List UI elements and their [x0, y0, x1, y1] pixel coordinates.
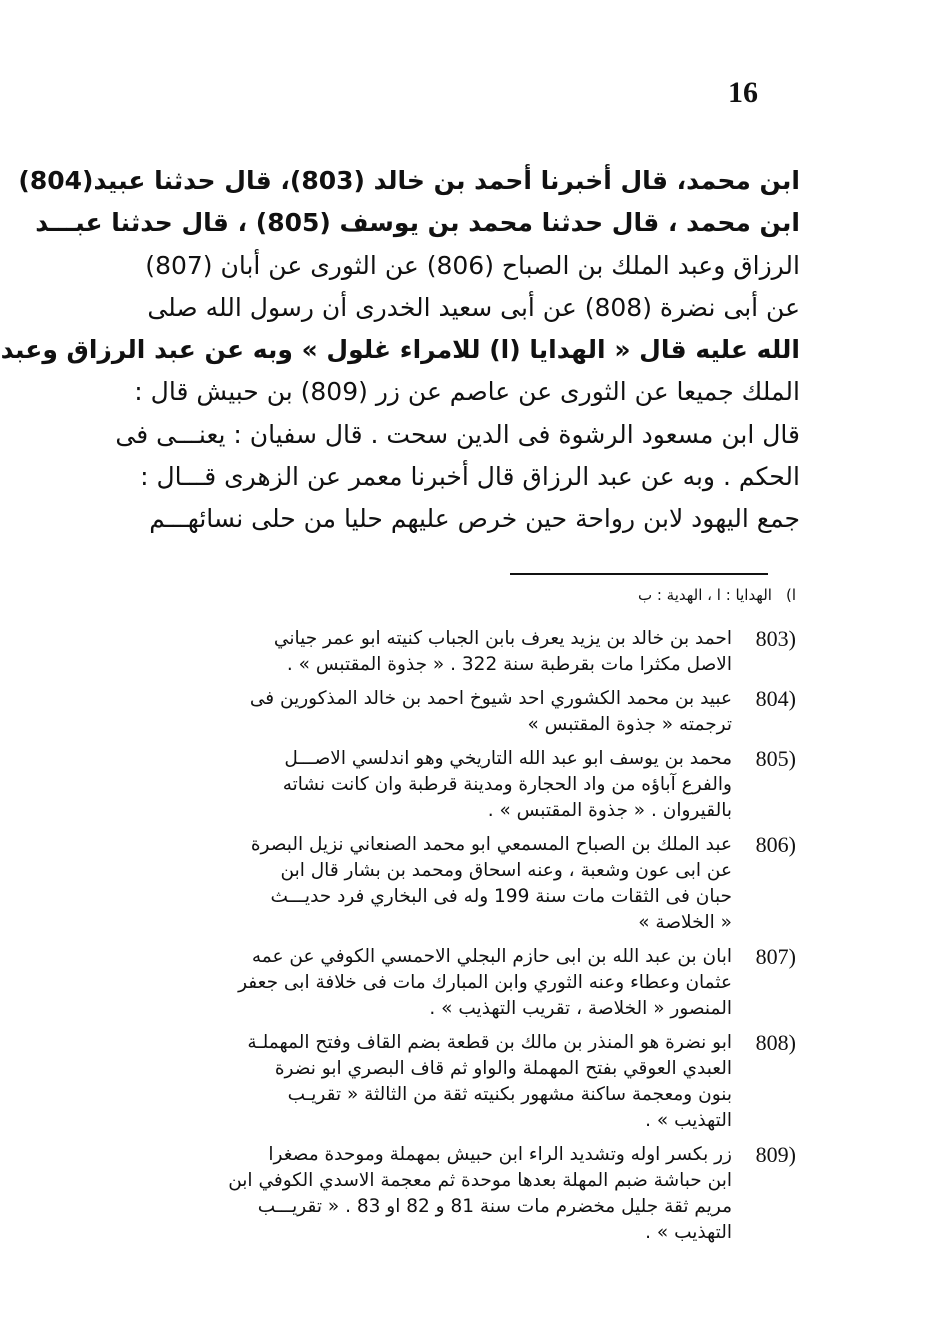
main-text-line: ابن محمد ، قال حدثنا محمد بن يوسف (805) ، قال حدثنا عبـــد — [35, 208, 800, 238]
footnote-number: 807) — [755, 944, 796, 969]
footnote-line: ابان بن عبد الله بن ابى حازم البجلي الاحمسي الكوفي عن عمه — [251, 946, 732, 967]
footnote-line: التهذيب » . — [645, 1110, 732, 1131]
variant-note-text: الهدايا : ا ، الهدية : ب — [637, 586, 772, 604]
footnote-number: 806) — [755, 832, 796, 857]
footnote-line: عثمان وعطاء وعنه الثوري وابن المبارك مات فى خلافة ابى جعفر — [238, 972, 732, 993]
footnote-line: المنصور « الخلاصة ، تقريب التهذيب » . — [429, 998, 732, 1019]
footnote-text — [124, 1030, 732, 1134]
footnote-line: محمد بن يوسف ابو عبد الله التاريخي وهو اندلسي الاصـــل — [284, 748, 732, 769]
footnote-text — [124, 746, 732, 824]
footnote-line: حبان فى الثقات مات سنة 199 وله فى البخاري فرد حديـــث — [270, 886, 732, 907]
footnote-number: 804) — [755, 686, 796, 711]
main-text-line: عن أبى نضرة (808) عن أبى سعيد الخدرى أن رسول الله صلى — [147, 292, 800, 322]
footnote-text — [124, 626, 732, 678]
footnote-item — [124, 1142, 800, 1246]
footnote-line: العبدي العوقي بفتح المهملة والواو ثم قاف البصري ابو نضرة — [274, 1058, 732, 1079]
footnote-text — [124, 944, 732, 1022]
footnote-line: ابن حباشة ضبم المهلة بعدها موحدة ثم معجمة الاسدي الكوفي ابن — [228, 1170, 732, 1191]
footnote-line: عبد الملك بن الصباح المسمعي ابو محمد الصنعاني نزيل البصرة — [250, 834, 732, 855]
footnote-number: 808) — [755, 1030, 796, 1055]
footnote-line: الاصل مكثرا مات بقرطبة سنة 322 . « جذوة المقتبس » . — [286, 654, 732, 675]
footnote-line: بنون ومعجمة ساكنة مشهور بكنيته ثقة من الثالثة « تقريـب — [287, 1084, 732, 1105]
footnote-line: والفرع آباؤه من واد الحجارة ومدينة قرطبة وان كانت نشاته — [282, 774, 732, 795]
footnotes-list — [124, 626, 800, 1254]
footnote-text — [124, 1142, 732, 1246]
footnote-line: « الخلاصة » — [638, 912, 732, 933]
footnote-item — [124, 1030, 800, 1134]
main-text-line: الملك جميعا عن الثورى عن عاصم عن زر (809) بن حبيش قال : — [134, 377, 800, 407]
main-text-line: ابن محمد، قال أخبرنا أحمد بن خالد (803)، قال حدثنا عبيد(804) — [18, 166, 800, 195]
footnote-line: احمد بن خالد بن يزيد يعرف بابن الجباب كنيته ابو عمر جياني — [273, 628, 732, 649]
footnote-line: زر بكسر اوله وتشديد الراء ابن حبيش بمهملة وموحدة مصغرا — [268, 1144, 732, 1165]
footnote-item — [124, 686, 800, 738]
footnote-item — [124, 746, 800, 824]
footnote-number: 803) — [755, 626, 796, 651]
footnote-divider — [510, 573, 768, 575]
main-text-line: الحكم . وبه عن عبد الرزاق قال أخبرنا معمر عن الزهرى قـــال : — [140, 462, 800, 492]
main-text-line: الرزاق وعبد الملك بن الصباح (806) عن الثورى عن أبان (807) — [145, 250, 800, 280]
main-text-line: قال ابن مسعود الرشوة فى الدين سحت . قال سفيان : يعنـــى فى — [115, 419, 800, 449]
footnote-line: التهذيب » . — [645, 1222, 732, 1243]
footnote-item — [124, 832, 800, 936]
main-text-line: الله عليه قال « الهدايا (ا) للامراء غلول » وبه عن عبد الرزاق وعبد — [0, 335, 800, 365]
footnote-number: 805) — [755, 746, 796, 771]
main-text-line: جمع اليهود لابن رواحة حين خرص عليهم حليا من حلى نسائهـــم — [149, 504, 800, 534]
variant-note — [470, 584, 796, 606]
footnote-line: عبيد بن محمد الكشوري احد شيوخ احمد بن خالد المذكورين فى — [249, 688, 732, 709]
footnote-text — [124, 686, 732, 738]
footnote-line: ترجمته « جذوة المقتبس » — [527, 714, 732, 735]
footnote-line: مريم ثقة جليل مخضرم مات سنة 81 و 82 او 83 . « تقريـــب — [257, 1196, 732, 1217]
footnote-line: ابو نضرة هو المنذر بن مالك بن قطعة بضم القاف وفتح المهملـة — [247, 1032, 732, 1053]
footnote-line: بالقيروان . « جذوة المقتبس » . — [487, 800, 732, 821]
main-text-block — [0, 160, 800, 541]
page-number: 16 — [728, 76, 758, 109]
footnote-text — [124, 832, 732, 936]
footnote-line: عن ابى عون وشعبة ، وعنه اسحاق ومحمد بن بشار قال ابن — [280, 860, 732, 881]
variant-note-marker: ا) — [785, 586, 796, 604]
footnote-number: 809) — [755, 1142, 796, 1167]
footnote-item — [124, 944, 800, 1022]
footnote-item — [124, 626, 800, 678]
